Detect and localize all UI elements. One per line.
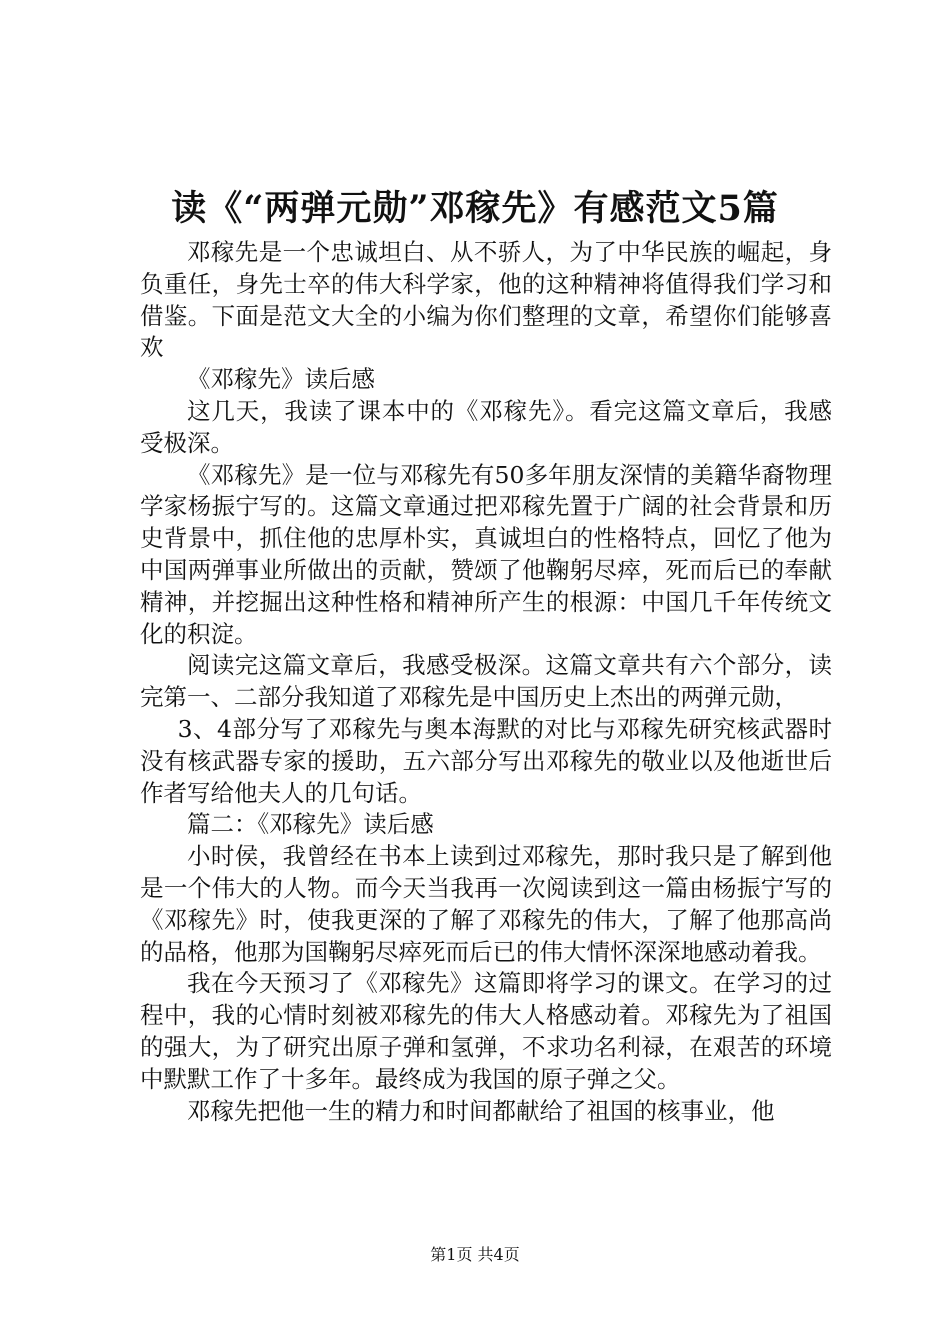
paragraph: 《邓稼先》是一位与邓稼先有50多年朋友深情的美籍华裔物理学家杨振宁写的。这篇文章通过把邓稼先置于广阔的社会背景和历史背景中，抓住他的忠厚朴实，真诚坦白的性格特点，回忆了他为中国两弹事业所做出的贡献，赞颂了他鞠躬尽瘁，死而后已的奉献精神，并挖掘出这种性格和精神所产生的根源：中国几千年传统文化的积淀。 [140,460,832,648]
section-heading-2: 篇二：《邓稼先》读后感 [187,810,434,839]
paragraph: 阅读完这篇文章后，我感受极深。这篇文章共有六个部分，读完第一、二部分我知道了邓稼先是中国历史上杰出的两弹元勋， [140,651,832,712]
paragraph: 我在今天预习了《邓稼先》这篇即将学习的课文。在学习的过程中，我的心情时刻被邓稼先的伟大人格感动着。邓稼先为了祖国的强大，为了研究出原子弹和氢弹，不求功名利禄，在艰苦的环境中默默工作了十多年。最终成为我国的原子弹之父。 [140,969,832,1093]
document-title: 读《“两弹元勋”邓稼先》有感范文5篇 [171,188,779,229]
section-heading-1: 《邓稼先》读后感 [187,365,375,394]
paragraph: 3、4部分写了邓稼先与奥本海默的对比与邓稼先研究核武器时没有核武器专家的援助，五六部分写出邓稼先的敬业以及他逝世后作者写给他夫人的几句话。 [140,714,832,807]
paragraph: 这几天，我读了课本中的《邓稼先》。看完这篇文章后，我感受极深。 [140,396,832,457]
paragraph: 小时侯，我曾经在书本上读到过邓稼先，那时我只是了解到他是一个伟大的人物。而今天当我再一次阅读到这一篇由杨振宁写的《邓稼先》时，使我更深的了解了邓稼先的伟大，了解了他那高尚的品格，他那为国鞠躬尽瘁死而后已的伟大情怀深深地感动着我。 [140,842,832,966]
paragraph-intro: 邓稼先是一个忠诚坦白、从不骄人，为了中华民族的崛起，身负重任，身先士卒的伟大科学家，他的这种精神将值得我们学习和借鉴。下面是范文大全的小编为你们整理的文章，希望你们能够喜欢 [140,238,832,362]
page-footer: 第1页 共4页 [430,1245,520,1264]
document-body [140,237,832,1127]
paragraph: 邓稼先把他一生的精力和时间都献给了祖国的核事业，他 [187,1096,775,1125]
